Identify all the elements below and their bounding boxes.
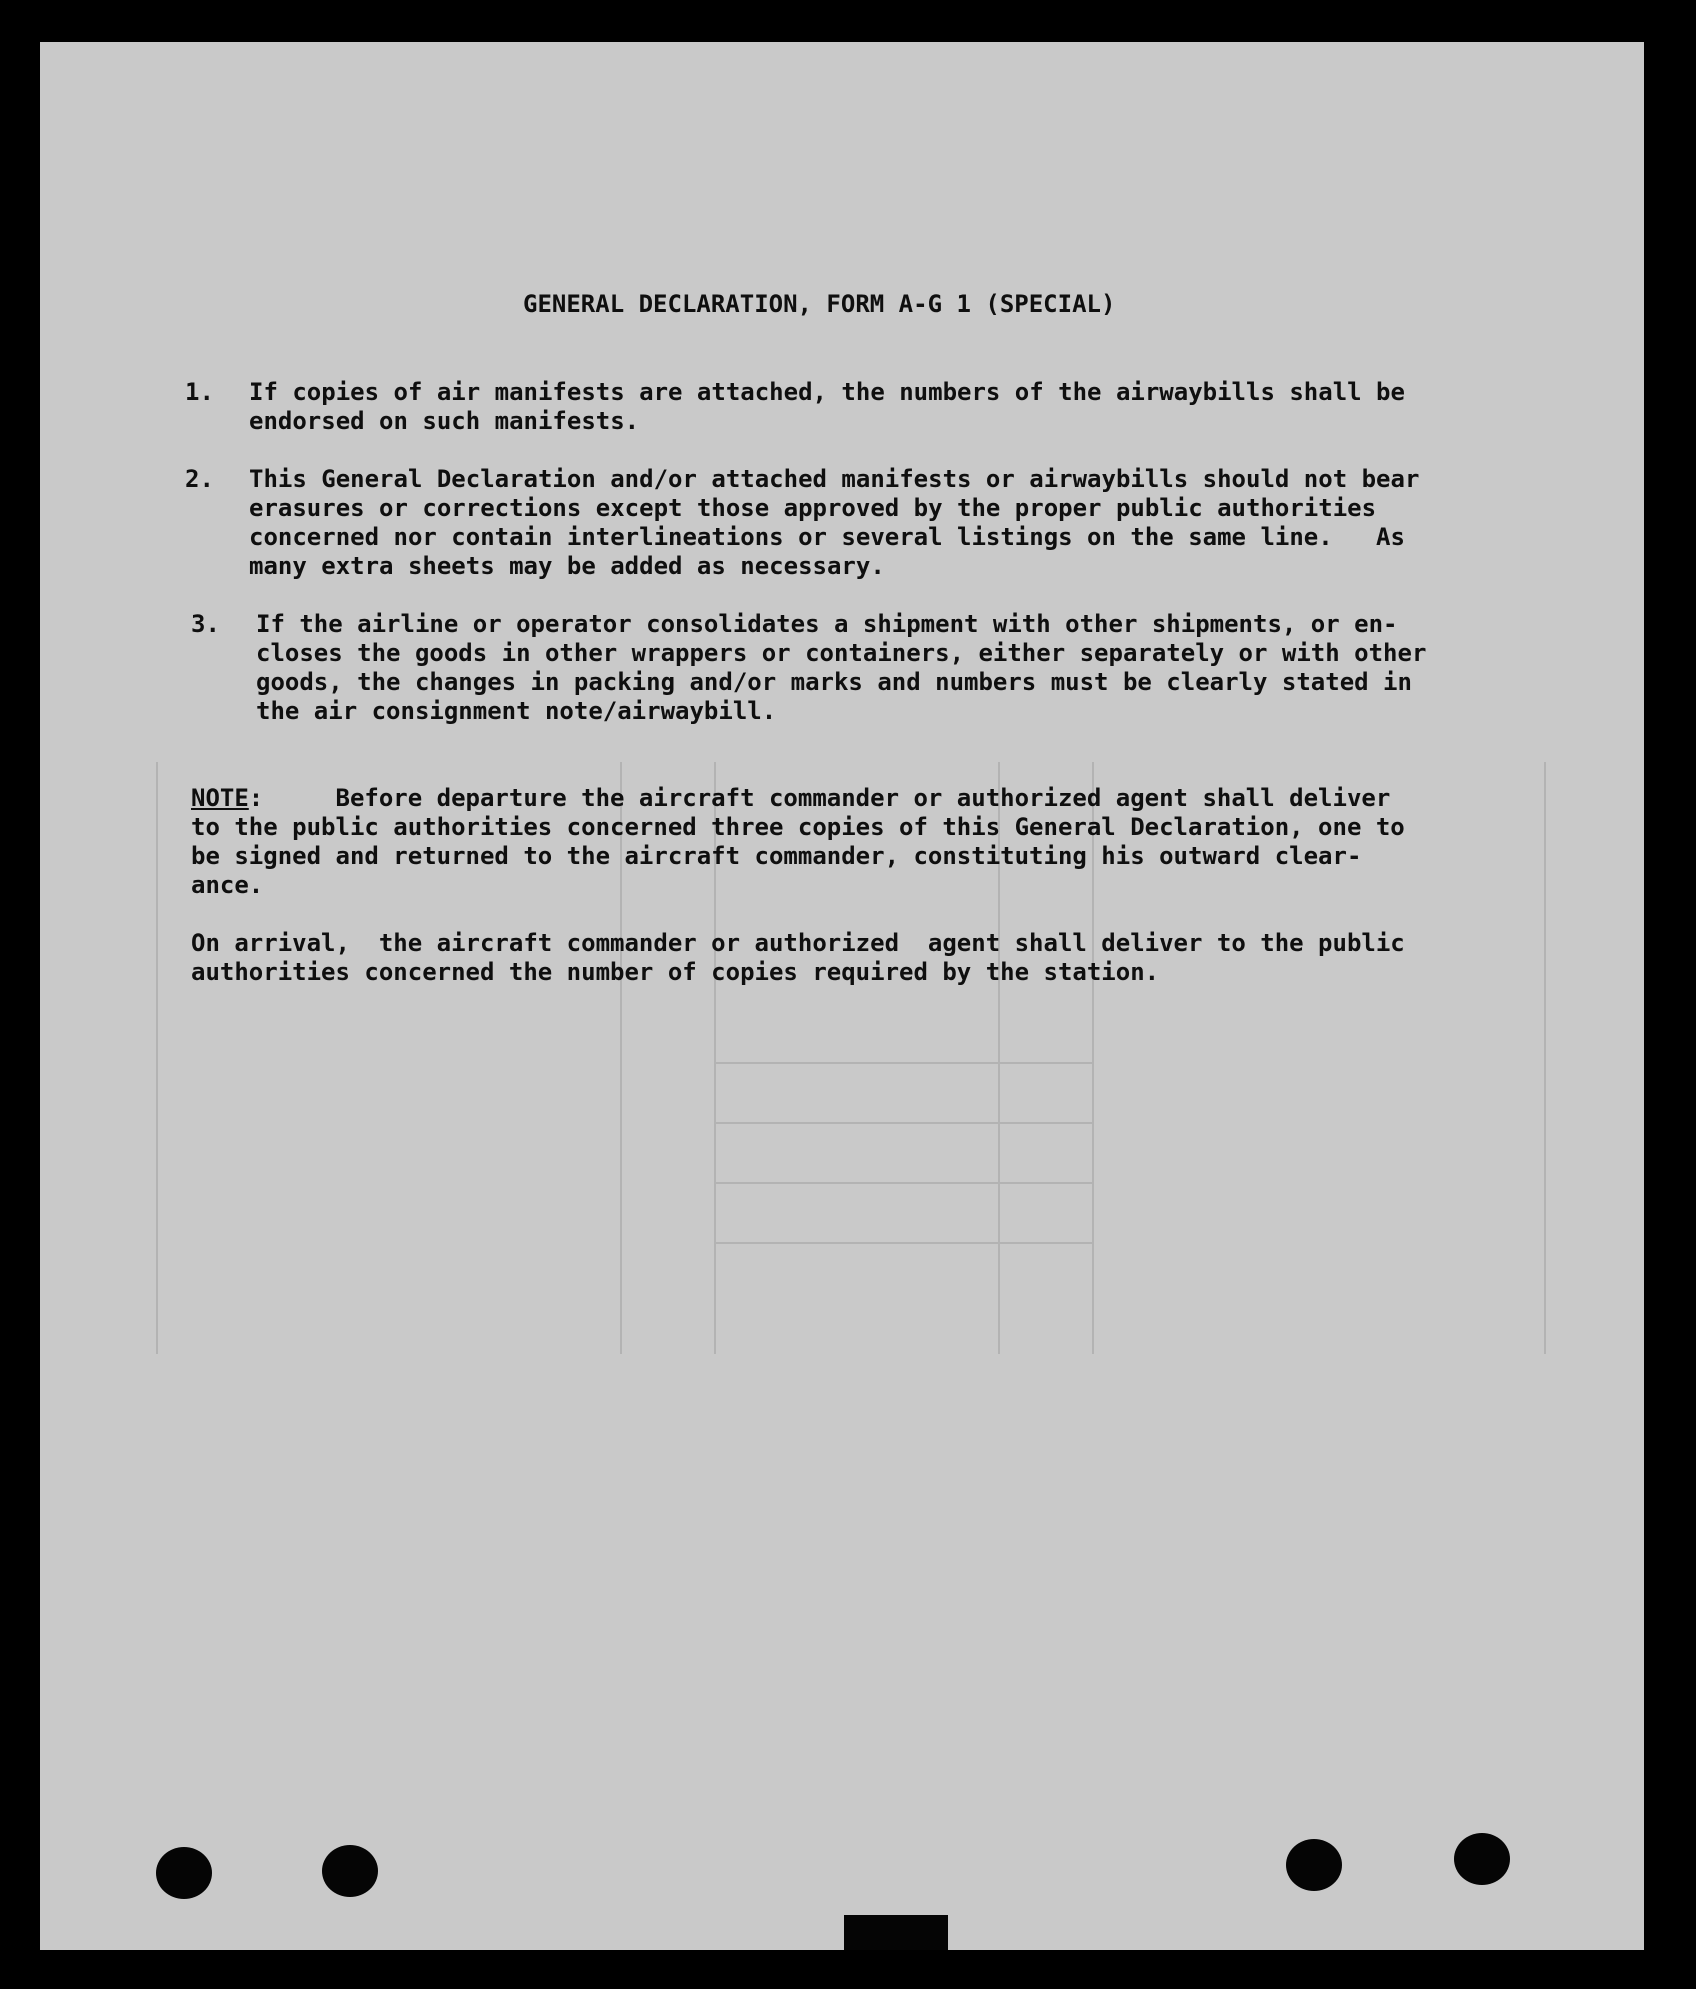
item-2-line-3: concerned nor contain interlineations or several listings on the same line. As [249, 523, 1405, 551]
punch-hole [1454, 1833, 1510, 1885]
item-3-number: 3. [191, 610, 220, 638]
note-label: NOTE [191, 784, 249, 812]
bleed-through-line [714, 1242, 1092, 1244]
bleed-through-line [1544, 762, 1546, 1354]
punch-hole [322, 1845, 378, 1897]
arrival-line-2: authorities concerned the number of copies required by the station. [191, 958, 1160, 986]
punch-hole [1286, 1839, 1342, 1891]
document-page [40, 42, 1644, 1950]
item-1-line-1: If copies of air manifests are attached, the numbers of the airwaybills shall be [249, 378, 1405, 406]
item-2-line-2: erasures or corrections except those approved by the proper public authorities [249, 494, 1377, 522]
item-2-line-4: many extra sheets may be added as necessary. [249, 552, 885, 580]
item-2-number: 2. [185, 465, 214, 493]
item-3-line-2: closes the goods in other wrappers or containers, either separately or with other [256, 639, 1427, 667]
note-line-2: to the public authorities concerned three copies of this General Declaration, one to [191, 813, 1405, 841]
binding-notch [844, 1915, 948, 1950]
item-3-line-3: goods, the changes in packing and/or marks and numbers must be clearly stated in [256, 668, 1412, 696]
bleed-through-line [156, 762, 158, 1354]
note-first-line-text: : Before departure the aircraft commander or authorized agent shall deliver [248, 784, 1391, 812]
item-1-line-2: endorsed on such manifests. [249, 407, 640, 435]
note-line-3: be signed and returned to the aircraft commander, constituting his outward clear- [191, 842, 1362, 870]
bleed-through-line [714, 1122, 1092, 1124]
item-3-line-4: the air consignment note/airwaybill. [256, 697, 777, 725]
note-first-line [191, 784, 1390, 812]
arrival-line-1: On arrival, the aircraft commander or authorized agent shall deliver to the public [191, 929, 1405, 957]
note-line-4: ance. [191, 871, 264, 899]
punch-hole [156, 1847, 212, 1899]
item-1-number: 1. [185, 378, 214, 406]
bleed-through-line [714, 1062, 1092, 1064]
document-title: GENERAL DECLARATION, FORM A-G 1 (SPECIAL) [523, 290, 1116, 318]
bleed-through-line [714, 1182, 1092, 1184]
item-3-line-1: If the airline or operator consolidates a shipment with other shipments, or en- [256, 610, 1398, 638]
item-2-line-1: This General Declaration and/or attached manifests or airwaybills should not bear [249, 465, 1420, 493]
